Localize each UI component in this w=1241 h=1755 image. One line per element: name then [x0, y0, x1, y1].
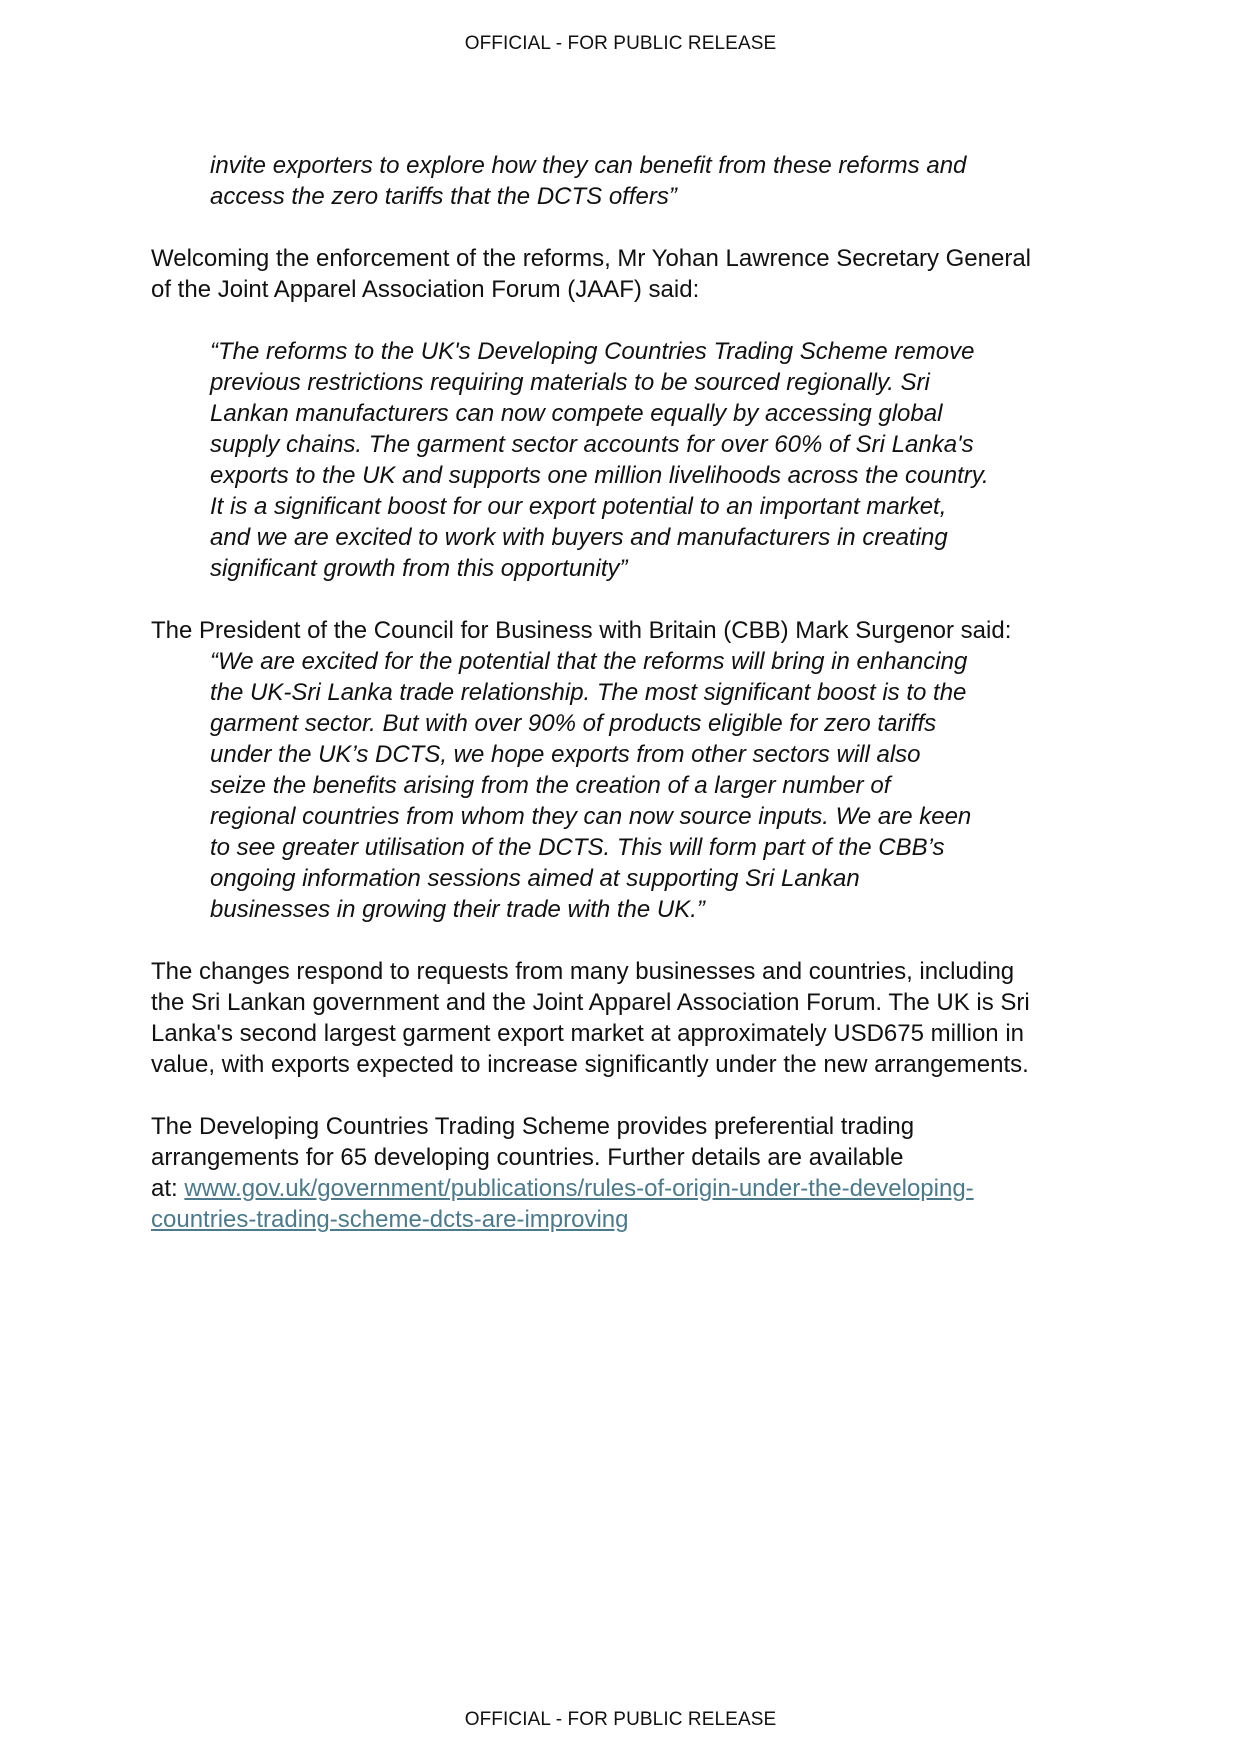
paragraph-jaaf-intro: Welcoming the enforcement of the reforms, Mr Yohan Lawrence Secretary General of the Joint Apparel Association Forum (JAAF) said: [151, 245, 1031, 303]
dcts-link-line-2[interactable]: countries-trading-scheme-dcts-are-improving [151, 1206, 629, 1233]
paragraph-cbb-intro: The President of the Council for Business with Britain (CBB) Mark Surgenor said: [151, 617, 1012, 644]
paragraph-changes: The changes respond to requests from many businesses and countries, including the Sri Lankan government and the Joint Apparel Association Forum. The UK is Sri Lanka's second largest garment export market at approximately USD675 million in value, with exports expected to increase significantly under the new arrangements. [151, 958, 1030, 1078]
quote-closing-excerpt: invite exporters to explore how they can benefit from these reforms and access the zero tariffs that the DCTS offers” [210, 152, 967, 210]
dcts-link-line-1[interactable]: www.gov.uk/government/publications/rules-of-origin-under-the-developing- [184, 1175, 974, 1202]
paragraph-dcts [151, 1111, 1091, 1235]
security-marking-footer: OFFICIAL - FOR PUBLIC RELEASE [464, 1709, 777, 1730]
dcts-publication-link[interactable] [151, 1175, 974, 1233]
quote-cbb: “We are excited for the potential that the reforms will bring in enhancing the UK-Sri Lanka trade relationship. The most significant boost is to the garment sector. But with over 90% of products eligible for zero tariffs under the UK’s DCTS, we hope exports from other sectors will also seize the benefits arising from the creation of a larger number of regional countries from whom they can now source inputs. We are keen to see greater utilisation of the DCTS. This will form part of the CBB’s ongoing information sessions aimed at supporting Sri Lankan businesses in growing their trade with the UK.” [210, 648, 972, 923]
paragraph-dcts-text: The Developing Countries Trading Scheme provides preferential trading arrangements for 65 developing countries. Further details are available at: [151, 1113, 915, 1202]
document-body [151, 150, 1091, 1235]
quote-jaaf: “The reforms to the UK's Developing Countries Trading Scheme remove previous restrictions requiring materials to be sourced regionally. Sri Lankan manufacturers can now compete equally by accessing global supply chains. The garment sector accounts for over 60% of Sri Lanka's exports to the UK and supports one million livelihoods across the country. It is a significant boost for our export potential to an important market, and we are excited to work with buyers and manufacturers in creating significant growth from this opportunity” [210, 338, 989, 582]
security-marking-header: OFFICIAL - FOR PUBLIC RELEASE [464, 33, 777, 54]
